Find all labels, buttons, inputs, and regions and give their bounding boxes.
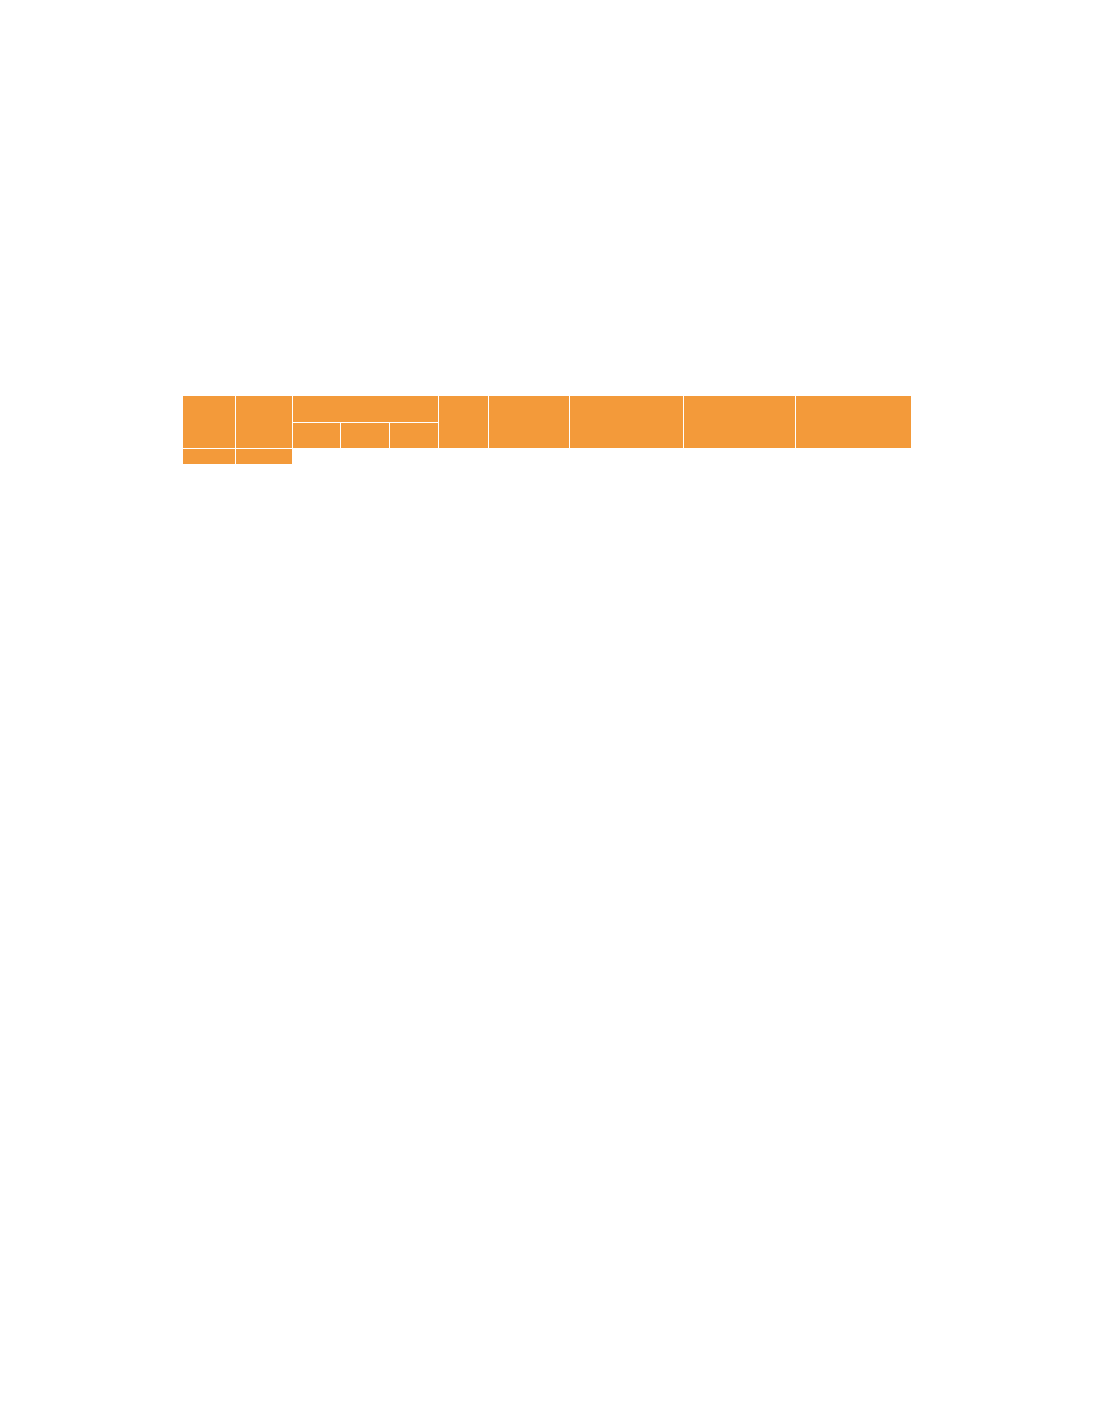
header-height — [390, 423, 439, 449]
header-units-blank — [183, 449, 236, 465]
header-typ — [183, 396, 236, 449]
header-lift-height — [796, 396, 912, 449]
header-air — [570, 396, 684, 449]
header-units-blank — [236, 449, 293, 465]
header-capacity — [684, 396, 796, 449]
header-width — [341, 423, 390, 449]
header-length — [293, 423, 341, 449]
spec-table — [182, 395, 912, 465]
header-pressure — [489, 396, 570, 449]
header-part-number — [236, 396, 293, 449]
capacity-chart — [0, 700, 1100, 1060]
header-dimensions — [293, 396, 439, 423]
header-weight — [439, 396, 489, 449]
